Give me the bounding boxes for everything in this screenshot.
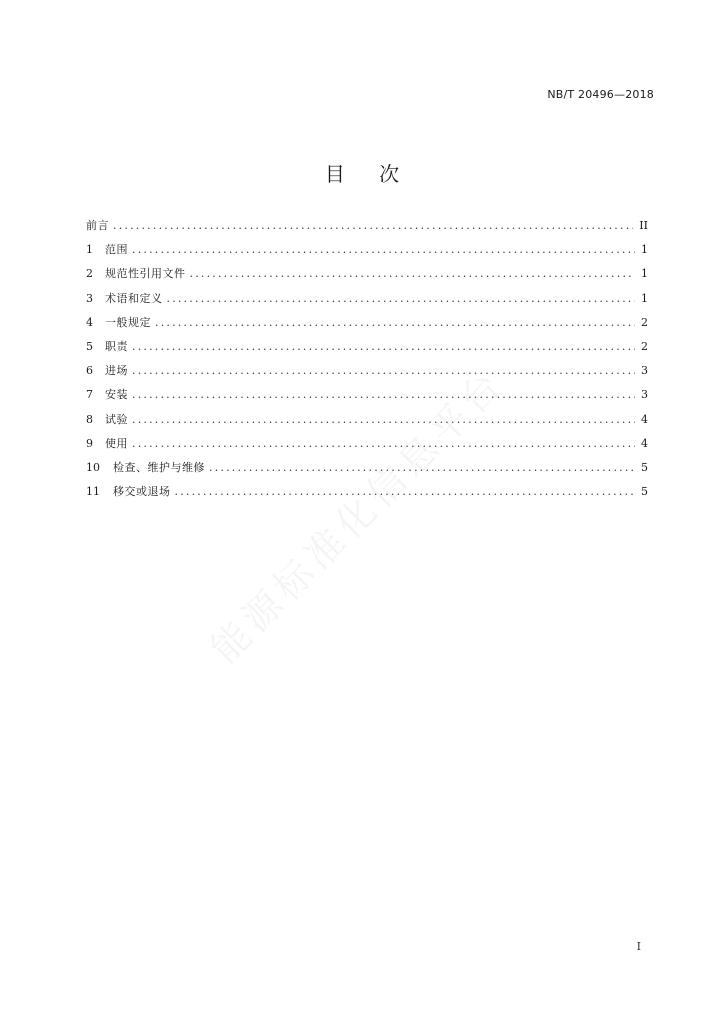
toc-item-label: 一般规定 xyxy=(105,315,151,329)
toc-item-number: 2 xyxy=(86,267,93,281)
toc-item-handover-exit[interactable] xyxy=(86,483,648,507)
toc-item-use[interactable] xyxy=(86,435,648,459)
toc-item-installation[interactable] xyxy=(86,386,648,410)
toc-item-label: 试验 xyxy=(105,412,128,426)
page-number: I xyxy=(636,940,641,953)
toc-item-page: 1 xyxy=(641,267,648,281)
toc-item-number: 7 xyxy=(86,388,93,402)
toc-leader-dots xyxy=(132,437,635,450)
toc-leader-dots xyxy=(155,316,635,329)
toc-item-label: 检查、维护与维修 xyxy=(113,460,205,474)
toc-item-page: II xyxy=(639,219,648,232)
toc-item-testing[interactable] xyxy=(86,411,648,435)
toc-item-number: 8 xyxy=(86,412,93,426)
toc-item-number: 10 xyxy=(86,460,100,474)
toc-item-number: 6 xyxy=(86,364,93,378)
toc-item-page: 3 xyxy=(641,364,648,378)
toc-item-page: 3 xyxy=(641,388,648,402)
toc-item-site-entry[interactable] xyxy=(86,362,648,386)
toc-item-scope[interactable] xyxy=(86,241,648,265)
toc-leader-dots xyxy=(167,292,636,305)
toc-item-label: 使用 xyxy=(105,436,128,450)
toc-item-label: 范围 xyxy=(105,243,128,257)
toc-item-number: 11 xyxy=(86,485,100,499)
toc-item-page: 4 xyxy=(641,436,648,450)
toc-item-foreword[interactable] xyxy=(86,217,648,241)
toc-item-page: 5 xyxy=(641,460,648,474)
toc-item-number: 4 xyxy=(86,315,93,329)
toc-leader-dots xyxy=(132,340,635,353)
standard-number: NB/T 20496—2018 xyxy=(547,88,654,101)
toc-item-label: 规范性引用文件 xyxy=(105,267,186,281)
toc-item-number: 9 xyxy=(86,436,93,450)
toc-item-page: 4 xyxy=(641,412,648,426)
toc-item-number: 1 xyxy=(86,243,93,257)
toc-item-normative-references[interactable] xyxy=(86,265,648,289)
toc-item-page: 1 xyxy=(641,243,648,257)
watermark: 能源标准化信息平台 xyxy=(202,360,514,672)
toc-leader-dots xyxy=(132,413,635,426)
toc-leader-dots xyxy=(175,485,636,498)
toc-item-label: 前言 xyxy=(86,219,109,232)
toc-item-page: 2 xyxy=(641,315,648,329)
toc-item-number: 3 xyxy=(86,291,93,305)
toc-item-responsibilities[interactable] xyxy=(86,338,648,362)
toc-item-page: 1 xyxy=(641,291,648,305)
toc-leader-dots xyxy=(113,219,633,232)
toc-item-label: 职责 xyxy=(105,339,128,353)
toc-item-page: 5 xyxy=(641,485,648,499)
toc-item-general-provisions[interactable] xyxy=(86,314,648,338)
table-of-contents xyxy=(86,217,648,507)
toc-item-label: 进场 xyxy=(105,364,128,378)
toc-leader-dots xyxy=(209,461,635,474)
toc-item-inspection-maintenance[interactable] xyxy=(86,459,648,483)
toc-item-label: 安装 xyxy=(105,388,128,402)
toc-leader-dots xyxy=(132,364,635,377)
page-title: 目 次 xyxy=(324,162,414,186)
toc-item-label: 术语和定义 xyxy=(105,291,163,305)
toc-item-terms-definitions[interactable] xyxy=(86,290,648,314)
toc-leader-dots xyxy=(132,388,635,401)
toc-leader-dots xyxy=(132,243,635,256)
toc-item-page: 2 xyxy=(641,339,648,353)
toc-leader-dots xyxy=(190,267,636,280)
toc-item-label: 移交或退场 xyxy=(113,485,171,499)
toc-item-number: 5 xyxy=(86,339,93,353)
